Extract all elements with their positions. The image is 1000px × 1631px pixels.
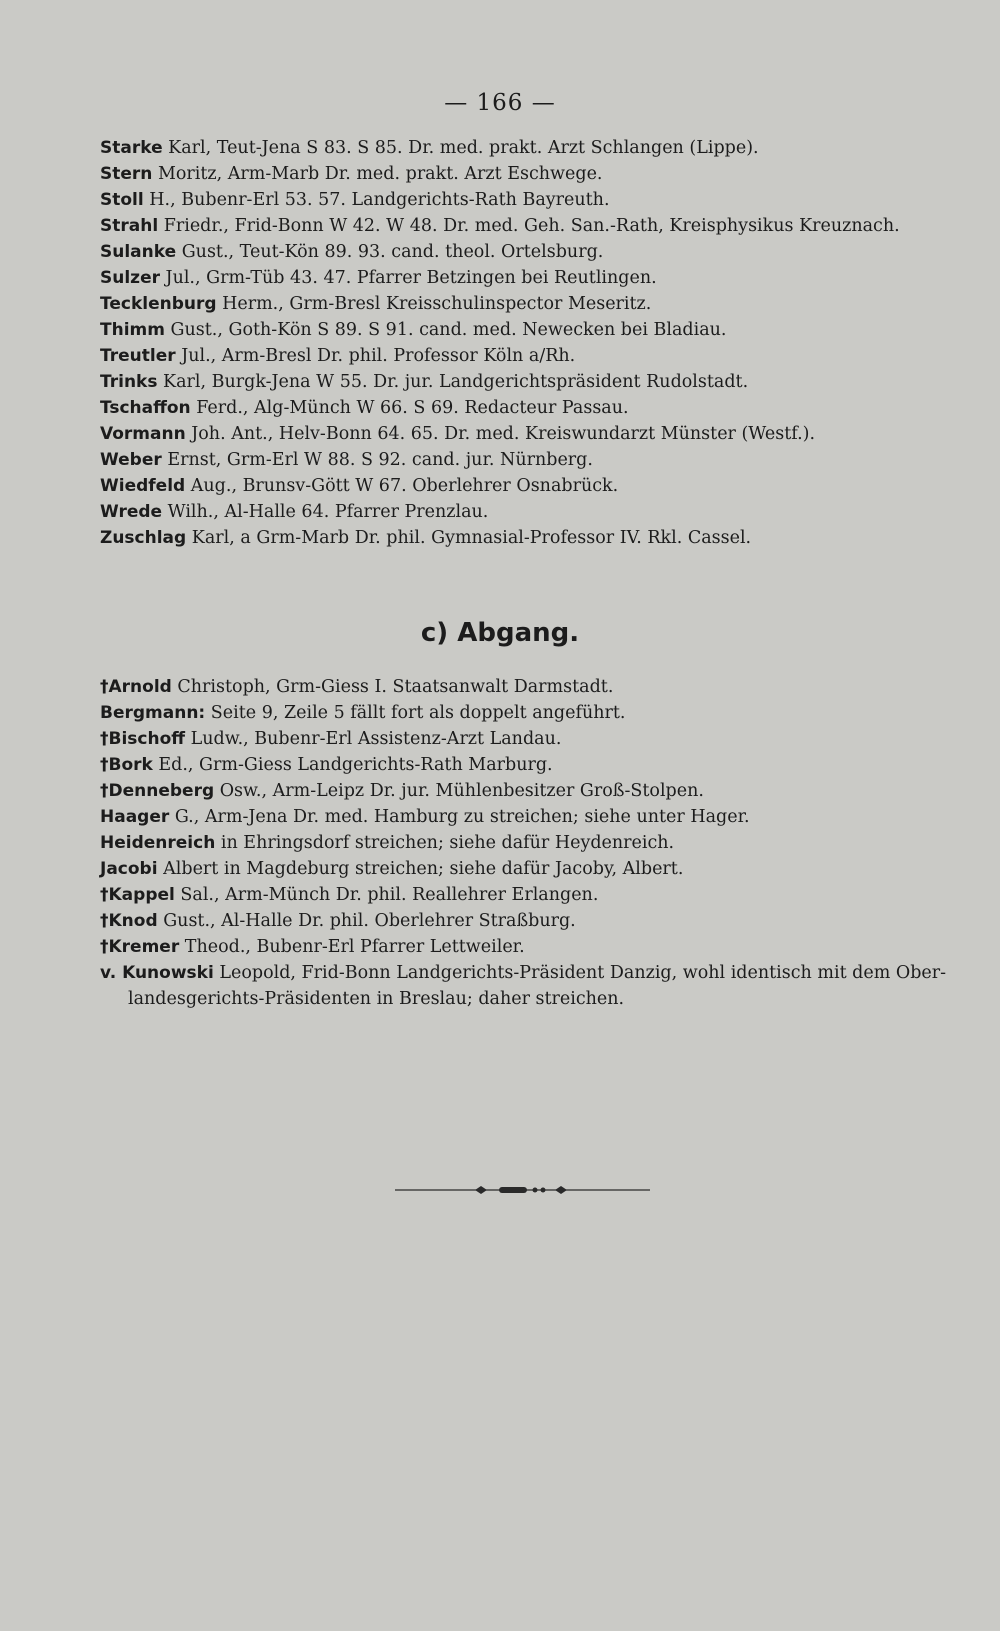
entry-name: Tschaffon	[100, 398, 191, 418]
entry-name: Wrede	[100, 502, 163, 522]
entry-name: Trinks	[100, 372, 158, 392]
entry-text: Moritz, Arm-Marb Dr. med. prakt. Arzt Eschwege.	[152, 164, 603, 184]
entry-name: †Denneberg	[100, 781, 215, 801]
abgang-entry	[100, 674, 980, 700]
abgang-entry	[100, 726, 980, 752]
entry-text: Ferd., Alg-Münch W 66. S 69. Redacteur Passau.	[190, 398, 629, 418]
entry-text: Leopold, Frid-Bonn Landgerichts-Präsident Danzig, wohl identisch mit dem Ober-	[213, 963, 947, 983]
entry-text: Theod., Bubenr-Erl Pfarrer Lettweiler.	[179, 937, 525, 957]
entry-text: Jul., Grm-Tüb 43. 47. Pfarrer Betzingen bei Reutlingen.	[159, 268, 657, 288]
entry-text: Wilh., Al-Halle 64. Pfarrer Prenzlau.	[162, 502, 489, 522]
entry-name: Weber	[100, 450, 162, 470]
entry-text: Gust., Al-Halle Dr. phil. Oberlehrer Straßburg.	[157, 911, 576, 931]
entry-name: †Kappel	[100, 885, 175, 905]
entry-name: †Kremer	[100, 937, 180, 957]
entry-name: Wiedfeld	[100, 476, 186, 496]
entry-name: Bergmann:	[100, 703, 206, 723]
entry-name: †Arnold	[100, 677, 172, 697]
entry-text: Aug., Brunsv-Gött W 67. Oberlehrer Osnabrück.	[185, 476, 619, 496]
entry-name: Haager	[100, 807, 170, 827]
entry-text: Seite 9, Zeile 5 fällt fort als doppelt angeführt.	[205, 703, 626, 723]
abgang-entry	[100, 934, 980, 960]
entry-name: †Knod	[100, 911, 158, 931]
abgang-entry	[100, 778, 980, 804]
entry-name: Treutler	[100, 346, 176, 366]
entry-text: Ludw., Bubenr-Erl Assistenz-Arzt Landau.	[185, 729, 562, 749]
entry-name: Starke	[100, 138, 163, 158]
member-entry	[100, 447, 980, 473]
entry-text: Jul., Arm-Bresl Dr. phil. Professor Köln a/Rh.	[175, 346, 576, 366]
member-entry	[100, 369, 980, 395]
entry-text: Ernst, Grm-Erl W 88. S 92. cand. jur. Nürnberg.	[161, 450, 593, 470]
member-entry	[100, 473, 980, 499]
entry-name: Vormann	[100, 424, 186, 444]
entry-continuation: landesgerichts-Präsidenten in Breslau; daher streichen.	[128, 989, 625, 1009]
abgang-entry	[100, 700, 980, 726]
member-entry	[100, 135, 980, 161]
entry-name: Thimm	[100, 320, 165, 340]
abgang-entry	[100, 960, 980, 1012]
entry-text: G., Arm-Jena Dr. med. Hamburg zu streichen; siehe unter Hager.	[169, 807, 750, 827]
page-number: — 166 —	[444, 90, 556, 116]
member-entry	[100, 343, 980, 369]
abgang-entry	[100, 908, 980, 934]
entry-name: Tecklenburg	[100, 294, 217, 314]
member-entry	[100, 239, 980, 265]
entry-text: Sal., Arm-Münch Dr. phil. Reallehrer Erlangen.	[174, 885, 599, 905]
member-entry	[100, 499, 980, 525]
entry-text: Karl, Teut-Jena S 83. S 85. Dr. med. prakt. Arzt Schlangen (Lippe).	[162, 138, 759, 158]
entry-name: Heidenreich	[100, 833, 216, 853]
abgang-entry	[100, 830, 980, 856]
abgang-entry	[100, 856, 980, 882]
member-entry	[100, 525, 980, 551]
entry-text: Ed., Grm-Giess Landgerichts-Rath Marburg.	[152, 755, 553, 775]
entry-name: Sulzer	[100, 268, 160, 288]
member-entry	[100, 187, 980, 213]
member-entry	[100, 395, 980, 421]
entry-name: Stern	[100, 164, 153, 184]
entry-text: in Ehringsdorf streichen; siehe dafür Heydenreich.	[215, 833, 675, 853]
entry-text: Karl, a Grm-Marb Dr. phil. Gymnasial-Professor IV. Rkl. Cassel.	[186, 528, 752, 548]
member-entry	[100, 213, 980, 239]
entry-name: Stoll	[100, 190, 144, 210]
entry-text: Albert in Magdeburg streichen; siehe dafür Jacoby, Albert.	[157, 859, 684, 879]
member-entry	[100, 317, 980, 343]
abgang-entry	[100, 804, 980, 830]
section-heading: c) Abgang.	[420, 618, 580, 648]
entry-name: Sulanke	[100, 242, 177, 262]
entry-text: Joh. Ant., Helv-Bonn 64. 65. Dr. med. Kreiswundarzt Münster (Westf.).	[185, 424, 816, 444]
entry-name: †Bischoff	[100, 729, 186, 749]
entry-name: Zuschlag	[100, 528, 187, 548]
entry-text: Karl, Burgk-Jena W 55. Dr. jur. Landgerichtspräsident Rudolstadt.	[157, 372, 749, 392]
abgang-list	[100, 674, 980, 1012]
entry-name: v. Kunowski	[100, 963, 214, 983]
abgang-entry	[100, 752, 980, 778]
ornament-divider	[395, 1183, 650, 1197]
entry-text: Christoph, Grm-Giess I. Staatsanwalt Darmstadt.	[171, 677, 614, 697]
member-entry	[100, 291, 980, 317]
entry-text: Friedr., Frid-Bonn W 42. W 48. Dr. med. Geh. San.-Rath, Kreisphysikus Kreuznach.	[158, 216, 900, 236]
member-entry	[100, 421, 980, 447]
member-entry	[100, 265, 980, 291]
entry-name: Strahl	[100, 216, 159, 236]
member-entry	[100, 161, 980, 187]
member-list	[100, 135, 980, 551]
entry-name: †Bork	[100, 755, 153, 775]
entry-text: Gust., Teut-Kön 89. 93. cand. theol. Ortelsburg.	[176, 242, 604, 262]
entry-text: Herm., Grm-Bresl Kreisschulinspector Meseritz.	[216, 294, 652, 314]
entry-text: Gust., Goth-Kön S 89. S 91. cand. med. Newecken bei Bladiau.	[164, 320, 727, 340]
entry-name: Jacobi	[100, 859, 158, 879]
entry-text: Osw., Arm-Leipz Dr. jur. Mühlenbesitzer Groß-Stolpen.	[214, 781, 704, 801]
entry-text: H., Bubenr-Erl 53. 57. Landgerichts-Rath Bayreuth.	[143, 190, 610, 210]
abgang-entry	[100, 882, 980, 908]
